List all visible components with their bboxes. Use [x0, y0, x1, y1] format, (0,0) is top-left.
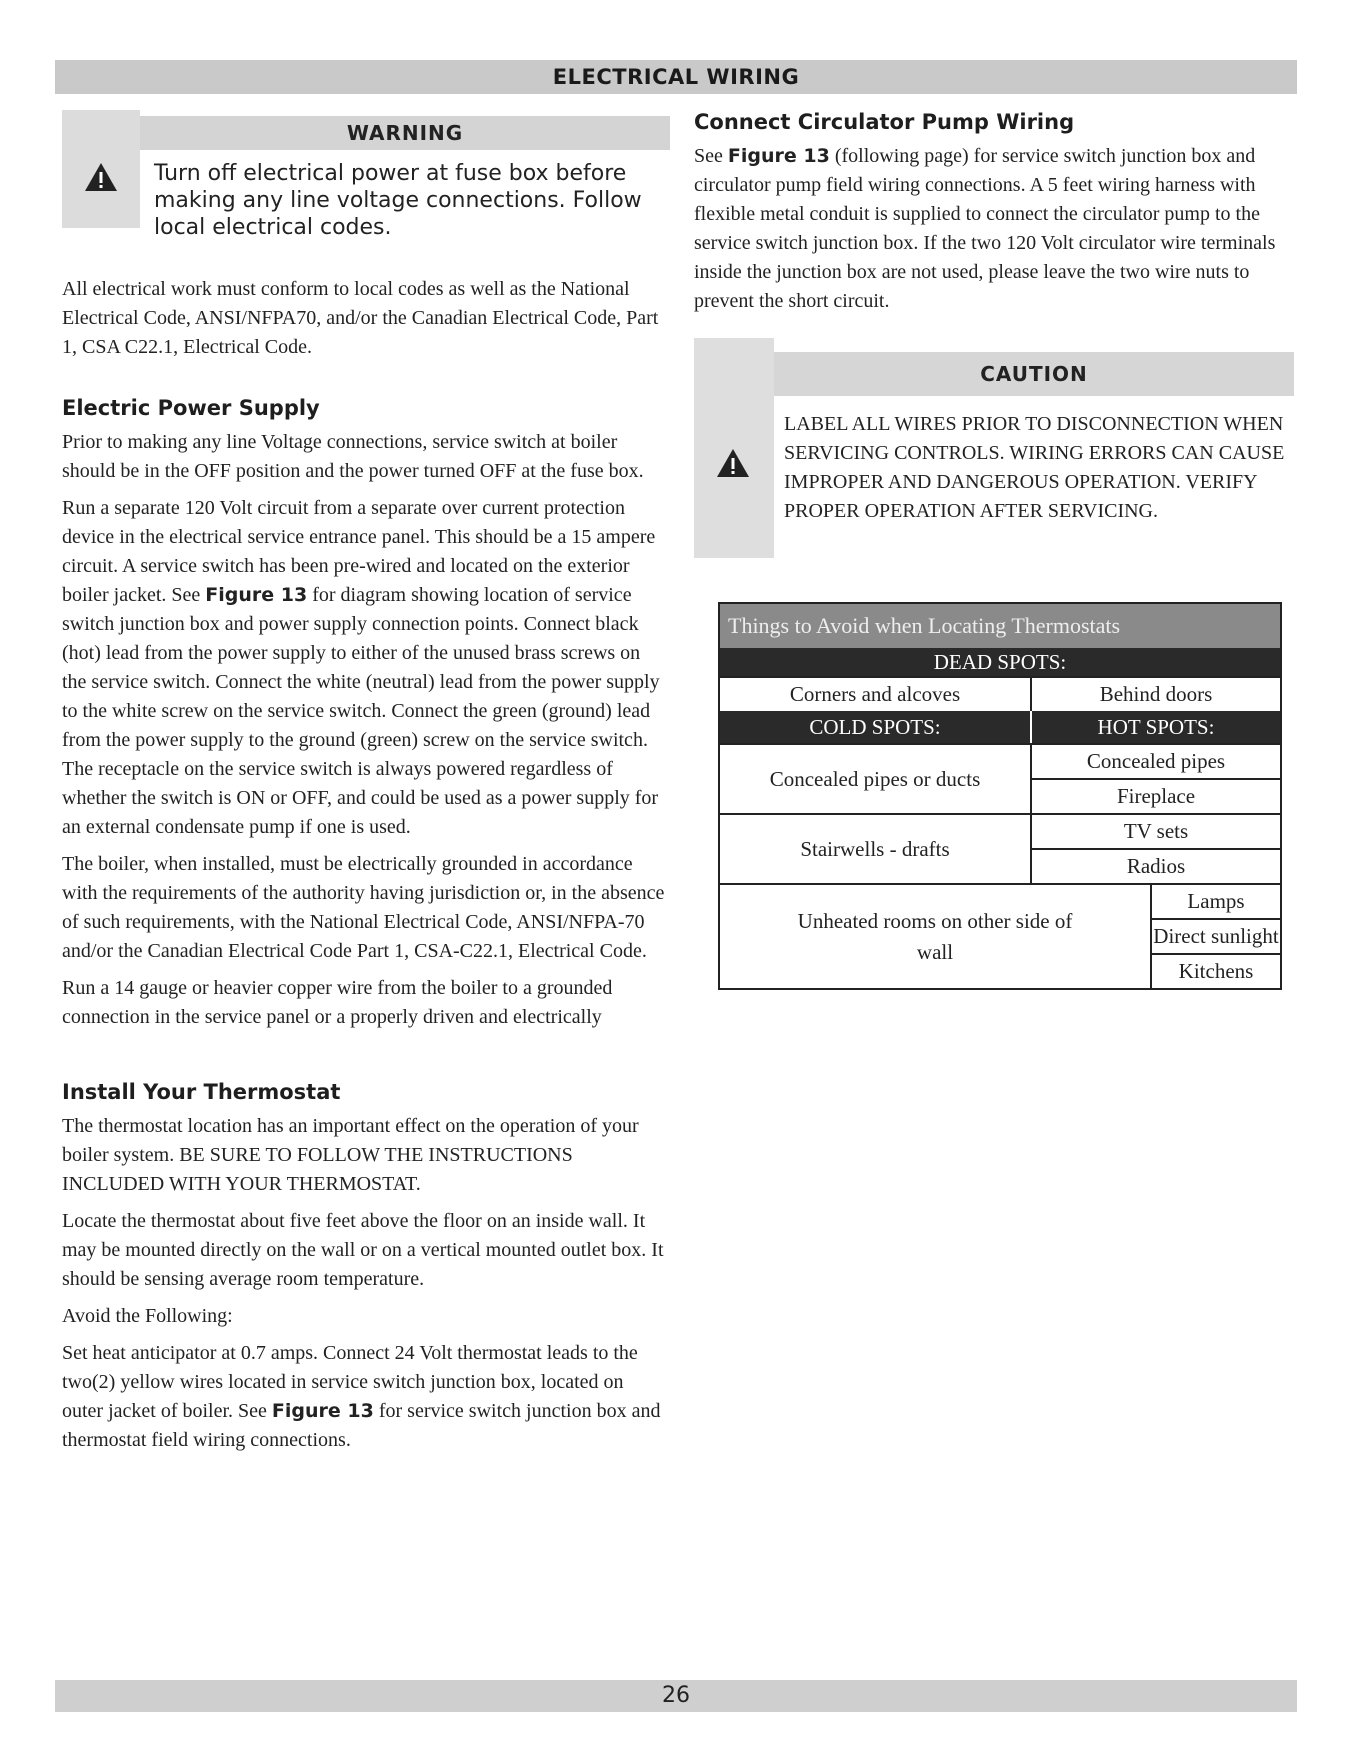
left-column — [62, 110, 667, 1463]
power-supply-p2: Run a separate 120 Volt circuit from a separate over current protection device in the electrical service entrance panel. This should be a 15 ampere circuit. A service switch has been pre-wired and located on the exterior boiler jacket. See Figure 13 for diagram showing location of service switch junction box and power supply connection points. Connect black (hot) lead from the power supply to either of the unused brass screws on the service switch. Connect the white (neutral) lead from the power supply to the white screw on the service switch. Connect the green (ground) lead from the power supply to the ground (green) screw on the service switch. The receptacle on the service switch is always powered regardless of whether the switch is ON or OFF, and could be used as a power supply for an external condensate pump if one is used. — [62, 497, 660, 838]
table-cell: Direct sunlight — [1152, 918, 1280, 953]
section-banner — [55, 60, 1297, 94]
table-cell: TV sets — [1123, 819, 1189, 843]
table-row — [720, 813, 1280, 883]
table-cell: Unheated rooms on other side of wall — [720, 885, 1152, 988]
caution-text: LABEL ALL WIRES PRIOR TO DISCONNECTION WHEN SERVICING CONTROLS. WIRING ERRORS CAN CAUSE IMPROPER AND DANGEROUS OPERATION. VERIFY PROPER OPERATION AFTER SERVICING. — [784, 413, 1285, 522]
thermostat-p2: Locate the thermostat about five feet above the floor on an inside wall. It may be mounted directly on the wall or on a vertical mounted outlet box. It should be sensing average room temperature. — [62, 1210, 664, 1290]
table-row — [720, 676, 1280, 711]
table-cell: Corners and alcoves — [720, 678, 1032, 711]
table-cell: Stairwells - drafts — [720, 815, 1032, 883]
table-cell: Kitchens — [1152, 953, 1280, 988]
warning-icon — [716, 448, 750, 478]
thermostat-p3: Avoid the Following: — [62, 1305, 233, 1327]
page-footer — [55, 1680, 1297, 1712]
table-row — [720, 883, 1280, 988]
hot-spots-header: HOT SPOTS: — [1032, 711, 1280, 743]
power-supply-heading: Electric Power Supply — [62, 396, 320, 420]
thermostat-heading: Install Your Thermostat — [62, 1080, 341, 1104]
caution-box — [694, 338, 1294, 568]
right-column — [694, 110, 1294, 568]
circulator-heading: Connect Circulator Pump Wiring — [694, 110, 1075, 134]
power-supply-p1: Prior to making any line Voltage connections, service switch at boiler should be in the OFF position and the power turned OFF at the fuse box. — [62, 431, 644, 482]
warning-icon — [84, 162, 118, 192]
figure-reference: Figure 13 — [205, 584, 308, 606]
warning-box — [62, 110, 667, 245]
table-row — [720, 743, 1280, 813]
table-cell: Fireplace — [1032, 778, 1280, 813]
power-supply-p4: Run a 14 gauge or heavier copper wire from the boiler to a grounded connection in the service panel or a properly driven and electrically — [62, 977, 613, 1028]
caution-heading: CAUTION — [774, 352, 1294, 396]
table-title: Things to Avoid when Locating Thermostats — [720, 604, 1280, 648]
page-number: 26 — [662, 1683, 690, 1708]
intro-paragraph: All electrical work must conform to local codes as well as the National Electrical Code, ANSI/NFPA70, and/or the Canadian Electrical Code, Part 1, CSA C22.1, Electrical Code. — [62, 278, 659, 358]
table-cell: Concealed pipes or ducts — [720, 745, 1032, 813]
section-title: ELECTRICAL WIRING — [552, 65, 800, 89]
warning-heading: WARNING — [140, 116, 670, 150]
avoid-thermostat-table — [718, 602, 1282, 990]
warning-text: Turn off electrical power at fuse box before making any line voltage connections. Follow local electrical codes. — [154, 161, 642, 240]
table-cell: Concealed pipes — [1086, 749, 1226, 773]
thermostat-p1: The thermostat location has an important effect on the operation of your boiler system. BE SURE TO FOLLOW THE INSTRUCTIONS INCLUDED WITH YOUR THERMOSTAT. — [62, 1115, 639, 1195]
table-cell: Behind doors — [1099, 682, 1213, 706]
dead-spots-header: DEAD SPOTS: — [720, 648, 1280, 676]
circulator-paragraph: See Figure 13 (following page) for service switch junction box and circulator pump field wiring connections. A 5 feet wiring harness with flexible metal conduit is supplied to connect the circulator pump to the service switch junction box. If the two 120 Volt circulator wire terminals inside the junction box are not used, please leave the two wire nuts to prevent the short circuit. — [694, 145, 1276, 312]
table-cell: Radios — [1032, 848, 1280, 883]
thermostat-p4: Set heat anticipator at 0.7 amps. Connect 24 Volt thermostat leads to the two(2) yellow wires located in service switch junction box, located on outer jacket of boiler. See Figure 13 for service switch junction box and thermostat field wiring connections. — [62, 1342, 661, 1451]
figure-reference: Figure 13 — [271, 1400, 374, 1422]
cold-spots-header: COLD SPOTS: — [720, 711, 1032, 743]
table-cell: Lamps — [1187, 889, 1245, 913]
figure-reference: Figure 13 — [727, 145, 830, 167]
power-supply-p3: The boiler, when installed, must be electrically grounded in accordance with the requirements of the authority having jurisdiction or, in the absence of such requirements, with the National Electrical Code, ANSI/NFPA-70 and/or the Canadian Electrical Code Part 1, CSA-C22.1, Electrical Code. — [62, 853, 665, 962]
